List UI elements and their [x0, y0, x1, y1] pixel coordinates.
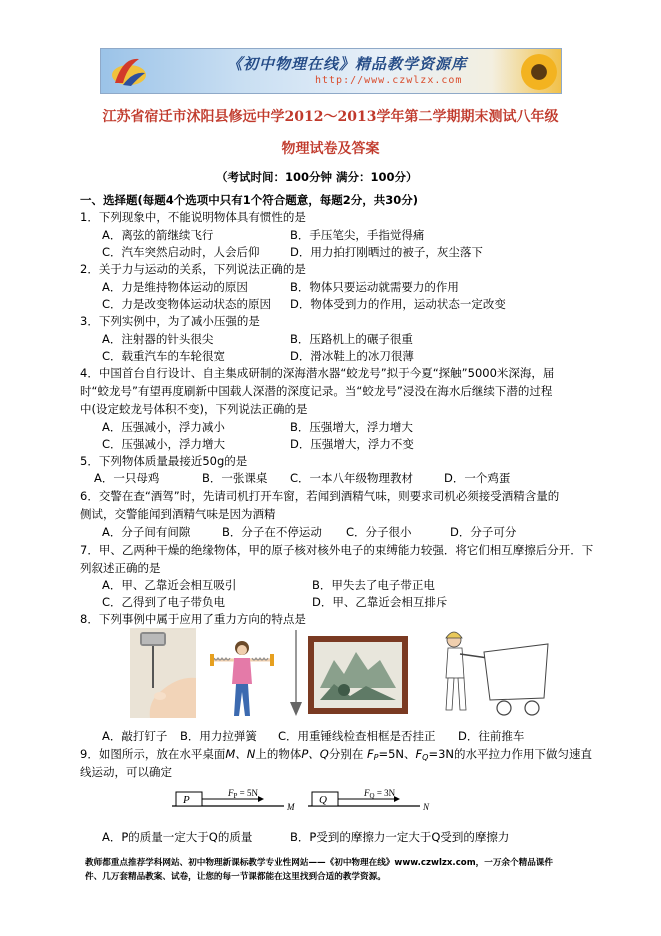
banner-url[interactable]: http://www.czwlzx.com	[315, 75, 463, 86]
doc-title-line2: 物理试卷及答案	[281, 141, 380, 157]
q1-option-d: D．用力拍打刚晒过的被子，灰尘落下	[290, 245, 483, 259]
block-q-label: Q	[319, 794, 327, 806]
banner-title: 《初中物理在线》精品教学资源库	[227, 55, 468, 73]
force-q-label: $F_Q = 3N$	[364, 788, 396, 800]
q5-option-c: C．一本八年级物理教材	[290, 471, 414, 485]
surface-n-label: N	[423, 802, 430, 812]
q6-stem-line2: 侧试，交警能闻到酒精气味是因为酒精	[80, 507, 276, 521]
q4-option-b: B．压强增大，浮力增大	[290, 420, 413, 434]
q5-option-d: D．一个鸡蛋	[444, 471, 511, 485]
q8-option-a: A．敲打钉子	[102, 729, 168, 743]
q9-stem-line1: 9．如图所示，放在水平桌面M、N上的物体P、Q分别在 $F_P=5N$、$F_Q=3N$的水平拉力作用下做匀速直	[80, 747, 593, 762]
q8-option-d: D．往前推车	[458, 729, 525, 743]
q2-stem: 2．关于力与运动的关系，下列说法正确的是	[80, 262, 306, 276]
q2-option-a: A．力是维持物体运动的原因	[102, 280, 248, 294]
q8-option-b: B．用力拉弹簧	[180, 729, 257, 743]
q3-option-d: D．滑冰鞋上的冰刀很薄	[290, 349, 414, 363]
q4-option-a: A．压强减小，浮力减小	[102, 420, 225, 434]
q3-option-a: A．注射器的针头很尖	[102, 332, 214, 346]
footer-line2: 件、几万套精品教案、试卷，让您的每一节课都能在这里找到合适的教学资源。	[85, 872, 386, 882]
q3-option-b: B．压路机上的碾子很重	[290, 332, 413, 346]
q5-option-a: A．一只母鸡	[94, 471, 160, 485]
q8-option-c: C．用重锤线检查相框是否挂正	[278, 729, 436, 743]
q6-option-c: C．分子很小	[346, 525, 412, 539]
q4-stem-line2: 时“蛟龙号”有望再度刷新中国载人深潜的深度记录。当“蛟龙号”浸没在海水后继续下潜的过程	[80, 384, 553, 398]
q7-option-d: D．甲、乙靠近会相互排斥	[312, 595, 448, 609]
q1-option-c: C．汽车突然启动时，人会后仰	[102, 245, 260, 259]
q4-stem-line1: 4．中国首台自行设计、自主集成研制的深海潜水器“蛟龙号”拟于今夏“探触”5000米深海，届	[80, 366, 555, 380]
section-heading: 一、选择题(每题4个选项中只有1个符合题意，每题2分，共30分)	[80, 193, 419, 207]
force-p-label: $F_P = 5N$	[228, 788, 258, 800]
q6-option-d: D．分子可分	[450, 525, 517, 539]
q7-stem-line2: 列叙述正确的是	[80, 561, 161, 575]
q8-stem: 8．下列事例中属于应用了重力方向的特点是	[80, 612, 306, 626]
force-diagram-figure	[172, 784, 440, 818]
q4-option-c: C．压强减小，浮力增大	[102, 437, 226, 451]
q3-stem: 3．下列实例中，为了减小压强的是	[80, 314, 260, 328]
q3-option-c: C．载重汽车的车轮很宽	[102, 349, 226, 363]
q9-option-b: B．P受到的摩擦力一定大于Q受到的摩擦力	[290, 830, 510, 844]
block-p-label: P	[183, 794, 190, 806]
q2-option-d: D．物体受到力的作用，运动状态一定改变	[290, 297, 506, 311]
q2-option-b: B．物体只要运动就需要力的作用	[290, 280, 459, 294]
exam-info: （考试时间：100分钟 满分：100分）	[216, 170, 418, 184]
q7-option-b: B．甲失去了电子带正电	[312, 578, 435, 592]
q7-option-a: A．甲、乙靠近会相互吸引	[102, 578, 237, 592]
q4-option-d: D．压强增大，浮力不变	[290, 437, 414, 451]
spring-puller-figure	[208, 634, 276, 718]
footer-line1: 教师都重点推荐学科网站、初中物理新课标教学专业性网站——《初中物理在线》www.czwlzx.com，一万余个精品课件	[85, 858, 553, 868]
q1-option-a: A．离弦的箭继续飞行	[102, 228, 214, 242]
q7-stem-line1: 7．甲、乙两种干燥的绝缘物体，甲的原子核对核外电子的束缚能力较强．将它们相互摩擦后分开．下	[80, 543, 594, 557]
surface-m-label: M	[287, 802, 295, 812]
q1-stem: 1．下列现象中，不能说明物体具有惯性的是	[80, 210, 306, 224]
site-banner	[100, 48, 562, 94]
push-cart-figure	[432, 628, 552, 722]
hammer-nail-figure	[130, 628, 196, 718]
plumb-line-frame-figure	[284, 630, 412, 720]
q6-option-b: B．分子在不停运动	[222, 525, 322, 539]
q6-option-a: A．分子间有间隙	[102, 525, 191, 539]
site-logo-icon	[109, 53, 149, 89]
q6-stem-line1: 6．交警在查“酒驾”时，先请司机打开车窗，若闻到酒精气味，则要求司机必须接受酒精含量的	[80, 489, 560, 503]
q5-option-b: B．一张课桌	[202, 471, 268, 485]
q9-option-a: A．P的质量一定大于Q的质量	[102, 830, 253, 844]
q9-stem-line2: 线运动，可以确定	[80, 765, 172, 779]
q1-option-b: B．手压笔尖，手指觉得痛	[290, 228, 425, 242]
q2-option-c: C．力是改变物体运动状态的原因	[102, 297, 272, 311]
sunflower-icon	[521, 54, 557, 90]
q7-option-c: C．乙得到了电子带负电	[102, 595, 226, 609]
q4-stem-line3: 中(设定蛟龙号体积不变)，下列说法正确的是	[80, 402, 308, 416]
q5-stem: 5．下列物体质量最接近50g的是	[80, 454, 248, 468]
doc-title-line1: 江苏省宿迁市沭阳县修远中学2012～2013学年第二学期期末测试八年级	[102, 109, 559, 125]
